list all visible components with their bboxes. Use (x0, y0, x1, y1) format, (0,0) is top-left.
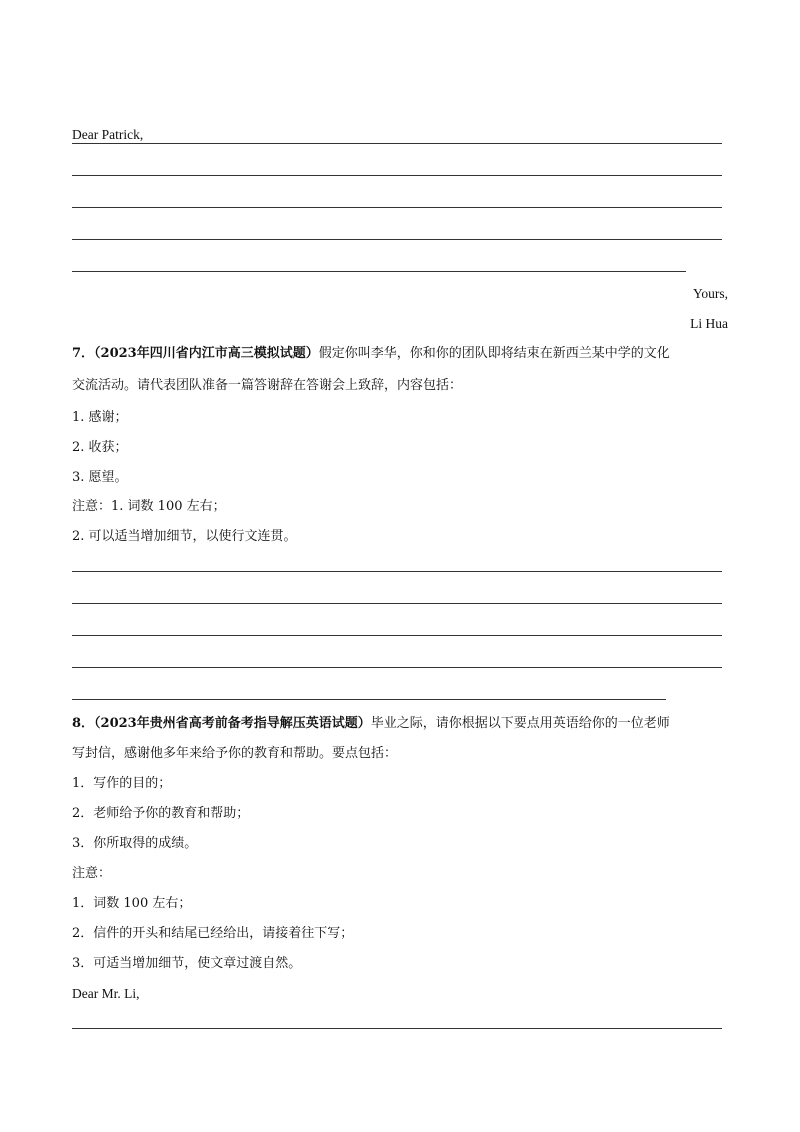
note-heading: 注意： (72, 866, 112, 881)
note-line: 注意：1. 词数 100 左右； (72, 499, 226, 514)
content-point: 1. 感谢； (72, 410, 128, 425)
question-prompt-continued: 交流活动。请代表团队准备一篇答谢辞在答谢会上致辞，内容包括： (72, 378, 463, 393)
content-point: 2．老师给予你的教育和帮助； (72, 806, 250, 821)
question-source: （2023年贵州省高考前备考指导解压英语试题） (94, 716, 371, 731)
question-7-heading (72, 346, 670, 362)
question-source: （2023年四川省内江市高三模拟试题） (94, 346, 319, 361)
writing-line (72, 1028, 722, 1029)
content-point: 3．你所取得的成绩。 (72, 836, 198, 851)
note-line: 3．可适当增加细节，使文章过渡自然。 (72, 956, 302, 971)
note-line: 1．词数 100 左右； (72, 896, 192, 911)
note-line: 2. 可以适当增加细节，以使行文连贯。 (72, 529, 297, 544)
question-8-heading (72, 716, 670, 732)
content-point: 3. 愿望。 (72, 470, 128, 485)
question-number: 7． (72, 346, 95, 361)
content-point: 1．写作的目的； (72, 776, 172, 791)
question-number: 8． (72, 716, 95, 731)
question-prompt: 毕业之际，请你根据以下要点用英语给你的一位老师 (370, 716, 670, 731)
letter-salutation: Dear Patrick, (72, 127, 144, 142)
letter-closing: Yours, (692, 286, 728, 301)
writing-line (72, 239, 722, 240)
writing-line (72, 207, 722, 208)
content-point: 2. 收获； (72, 440, 128, 455)
writing-line (72, 667, 722, 668)
writing-line (72, 571, 722, 572)
question-prompt: 假定你叫李华，你和你的团队即将结束在新西兰某中学的文化 (318, 346, 670, 361)
writing-line (72, 603, 722, 604)
writing-line (72, 143, 722, 144)
writing-line (72, 175, 722, 176)
note-line: 2．信件的开头和结尾已经给出，请接着往下写； (72, 926, 354, 941)
writing-line (72, 635, 722, 636)
letter-salutation: Dear Mr. Li, (72, 986, 140, 1001)
writing-line (72, 699, 666, 700)
writing-line (72, 271, 686, 272)
question-prompt-continued: 写封信，感谢他多年来给予你的教育和帮助。要点包括： (72, 746, 398, 761)
letter-signature: Li Hua (690, 316, 728, 331)
